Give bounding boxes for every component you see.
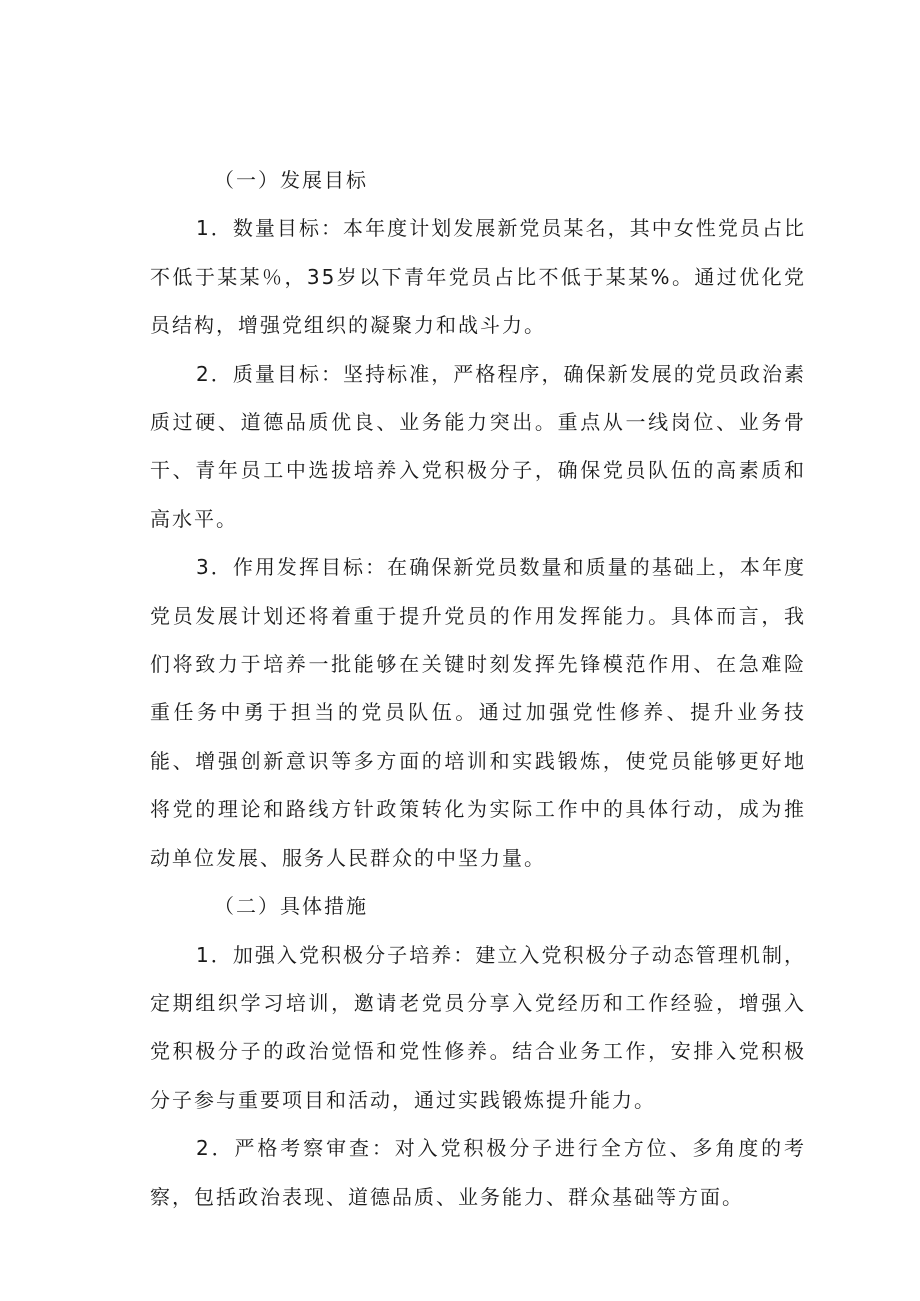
paragraph-role-goal: 3．作用发挥目标：在确保新党员数量和质量的基础上，本年度党员发展计划还将着重于提升党员的作用发挥能力。具体而言，我们将致力于培养一批能够在关键时刻发挥先锋模范作用、在急难险重任务中勇于担当的党员队伍。通过加强党性修养、提升业务技能、增强创新意识等多方面的培训和实践锻炼，使党员能够更好地将党的理论和路线方针政策转化为实际工作中的具体行动，成为推动单位发展、服务人民群众的中坚力量。 [150,555,806,870]
document-body [150,156,806,1221]
section-heading-specific-measures: （二）具体措施 [214,894,368,919]
paragraph-quality-goal: 2．质量目标：坚持标准，严格程序，确保新发展的党员政治素质过硬、道德品质优良、业务能力突出。重点从一线岗位、业务骨干、青年员工中选拔培养入党积极分子，确保党员队伍的高素质和高水平。 [150,361,806,531]
section-heading-development-goals: （一）发展目标 [214,168,368,192]
paragraph-activist-training: 1．加强入党积极分子培养：建立入党积极分子动态管理机制，定期组织学习培训，邀请老党员分享入党经历和工作经验，增强入党积极分子的政治觉悟和党性修养。结合业务工作，安排入党积极分子参与重要项目和活动，通过实践锻炼提升能力。 [150,942,806,1112]
paragraph-strict-review: 2．严格考察审查：对入党积极分子进行全方位、多角度的考察，包括政治表现、道德品质、业务能力、群众基础等方面。 [150,1136,806,1209]
paragraph-quantity-goal: 1．数量目标：本年度计划发展新党员某名，其中女性党员占比不低于某某％，35岁以下青年党员占比不低于某某%。通过优化党员结构，增强党组织的凝聚力和战斗力。 [150,216,806,338]
